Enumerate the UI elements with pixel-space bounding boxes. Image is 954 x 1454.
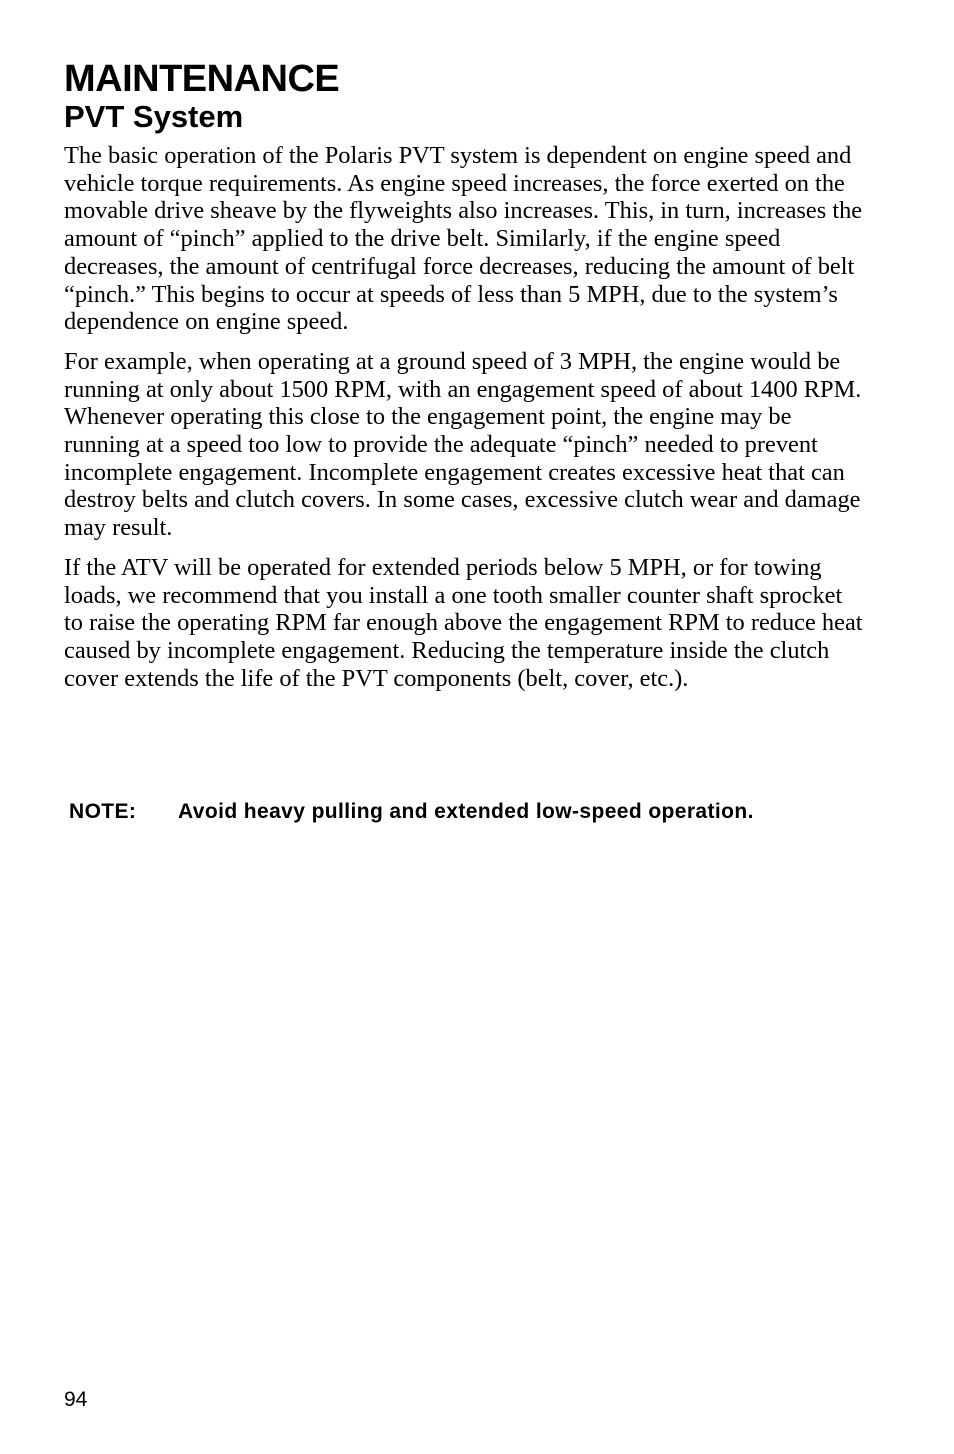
body-text bbox=[64, 142, 864, 704]
section-title: MAINTENANCE bbox=[64, 58, 340, 100]
page-number: 94 bbox=[64, 1388, 88, 1411]
paragraph-pvt-operation: The basic operation of the Polaris PVT system is dependent on engine speed and vehicle torque requirements. As engine speed increases, the force exerted on the movable drive sheave by the flyweights also increases. This, in turn, increases the amount of “pinch” applied to the drive belt. Similarly, if the engine speed decreases, the amount of centrifugal force decreases, reducing the amount of belt “pinch.” This begins to occur at speeds of less than 5 MPH, due to the system’s dependence on engine speed. bbox=[64, 142, 863, 336]
paragraph-recommendation: If the ATV will be operated for extended periods below 5 MPH, or for towing loads, we recommend that you install a one tooth smaller counter shaft sprocket to raise the operating RPM far enough above the engagement RPM to reduce heat caused by incomplete engagement. Reducing the temperature inside the clutch cover extends the life of the PVT components (belt, cover, etc.). bbox=[64, 553, 863, 692]
note-text: Avoid heavy pulling and extended low-speed operation. bbox=[178, 800, 754, 823]
note-label: NOTE: bbox=[69, 800, 137, 823]
sub-title: PVT System bbox=[64, 99, 244, 134]
paragraph-example: For example, when operating at a ground speed of 3 MPH, the engine would be running at only about 1500 RPM, with an engagement speed of about 1400 RPM. Whenever operating this close to the engagement point, the engine may be running at a speed too low to provide the adequate “pinch” needed to prevent incomplete engagement. Incomplete engagement creates excessive heat that can destroy belts and clutch covers. In some cases, excessive clutch wear and damage may result. bbox=[64, 347, 862, 542]
